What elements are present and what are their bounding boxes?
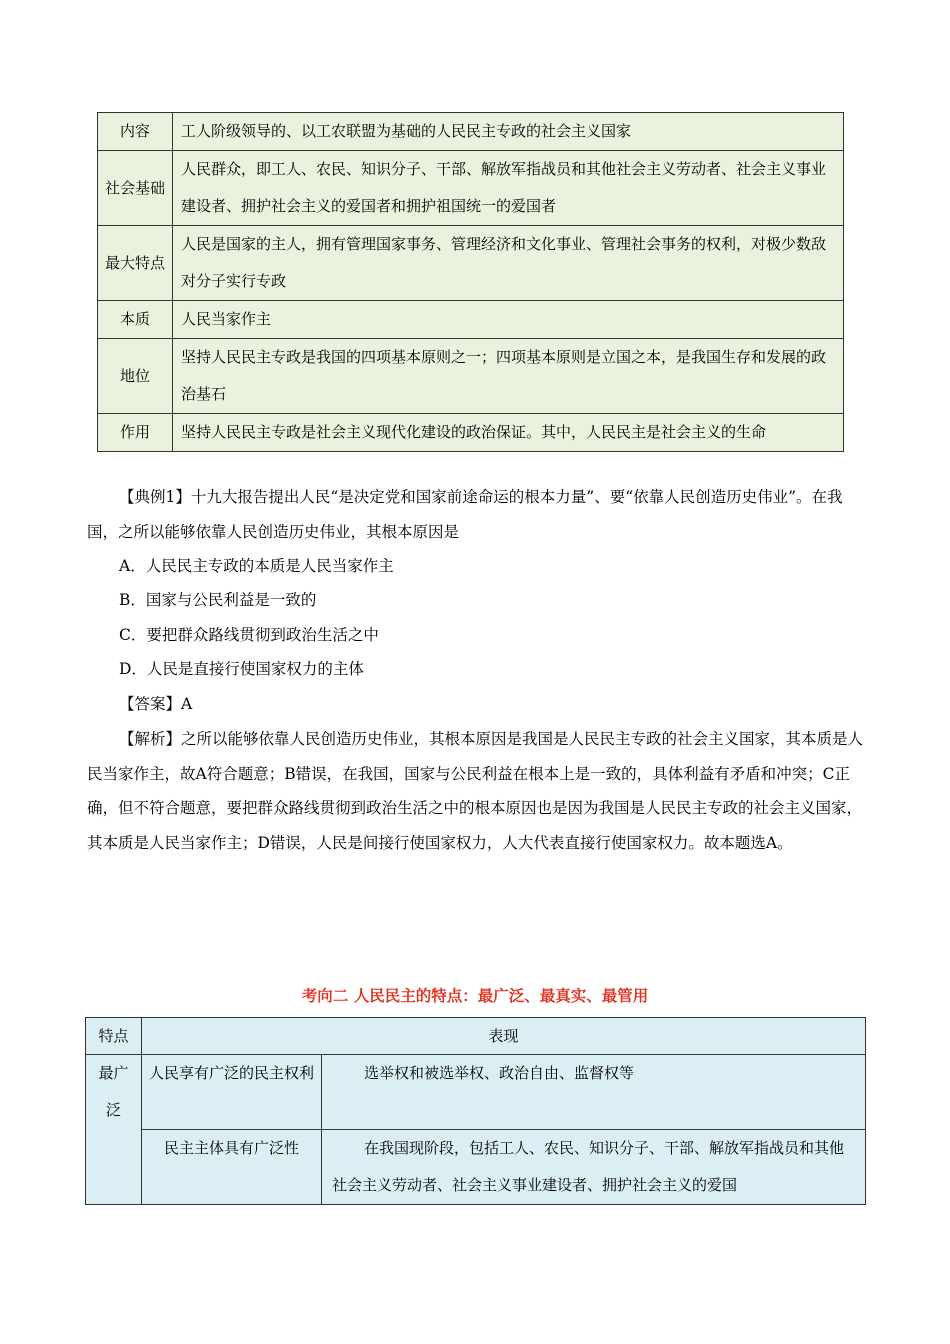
header-feature: 特点 xyxy=(86,1018,142,1055)
sub-feature: 民主主体具有广泛性 xyxy=(142,1130,322,1205)
table-row xyxy=(98,301,844,339)
table-row xyxy=(98,113,844,151)
option-d: D．人民是直接行使国家权力的主体 xyxy=(119,660,364,678)
row-label: 作用 xyxy=(98,414,173,452)
analysis: 【解析】之所以能够依靠人民创造历史伟业，其根本原因是我国是人民民主专政的社会主义国家，其本质是人民当家作主，故A符合题意；B错误，在我国，国家与公民利益在根本上是一致的，具体利益有矛盾和冲突；C正确，但不符合题意，要把群众路线贯彻到政治生活之中的根本原因也是因为我国是人民民主专政的社会主义国家，其本质是人民当家作主；D错误，人民是间接行使国家权力，人大代表直接行使国家权力。故本题选A。 xyxy=(87,730,864,852)
answer: 【答案】A xyxy=(119,695,193,713)
row-text: 坚持人民民主专政是社会主义现代化建设的政治保证。其中，人民民主是社会主义的生命 xyxy=(173,414,844,452)
row-label: 本质 xyxy=(98,301,173,339)
table-row xyxy=(98,339,844,414)
state-nature-table xyxy=(97,112,844,452)
table-row xyxy=(86,1130,866,1205)
feature-cell: 最广泛 xyxy=(86,1055,142,1205)
row-label: 社会基础 xyxy=(98,151,173,226)
option-b: B．国家与公民利益是一致的 xyxy=(119,591,317,609)
example-question: 【典例1】十九大报告提出人民“是决定党和国家前途命运的根本力量”、要“依靠人民创造历史伟业”。在我国，之所以能够依靠人民创造历史伟业，其根本原因是 xyxy=(87,488,843,541)
row-text: 工人阶级领导的、以工农联盟为基础的人民民主专政的社会主义国家 xyxy=(173,113,844,151)
row-text: 人民群众，即工人、农民、知识分子、干部、解放军指战员和其他社会主义劳动者、社会主义事业建设者、拥护社会主义的爱国者和拥护祖国统一的爱国者 xyxy=(173,151,844,226)
row-label: 地位 xyxy=(98,339,173,414)
row-text: 人民当家作主 xyxy=(173,301,844,339)
table-header-row xyxy=(86,1018,866,1055)
description: 在我国现阶段，包括工人、农民、知识分子、干部、解放军指战员和其他社会主义劳动者、社会主义事业建设者、拥护社会主义的爱国 xyxy=(322,1130,866,1205)
table-row xyxy=(98,226,844,301)
table-row xyxy=(98,414,844,452)
option-c: C．要把群众路线贯彻到政治生活之中 xyxy=(119,626,379,644)
option-a: A．人民民主专政的本质是人民当家作主 xyxy=(119,557,394,575)
sub-feature: 人民享有广泛的民主权利 xyxy=(142,1055,322,1130)
table-row xyxy=(98,151,844,226)
row-label: 最大特点 xyxy=(98,226,173,301)
row-text: 坚持人民民主专政是我国的四项基本原则之一；四项基本原则是立国之本，是我国生存和发展的政治基石 xyxy=(173,339,844,414)
description: 选举权和被选举权、政治自由、监督权等 xyxy=(322,1055,866,1130)
section-title: 考向二 人民民主的特点：最广泛、最真实、最管用 xyxy=(301,986,649,1005)
row-label: 内容 xyxy=(98,113,173,151)
table-row xyxy=(86,1055,866,1130)
header-show: 表现 xyxy=(142,1018,866,1055)
democracy-features-table xyxy=(85,1017,866,1205)
row-text: 人民是国家的主人，拥有管理国家事务、管理经济和文化事业、管理社会事务的权利，对极少数敌对分子实行专政 xyxy=(173,226,844,301)
